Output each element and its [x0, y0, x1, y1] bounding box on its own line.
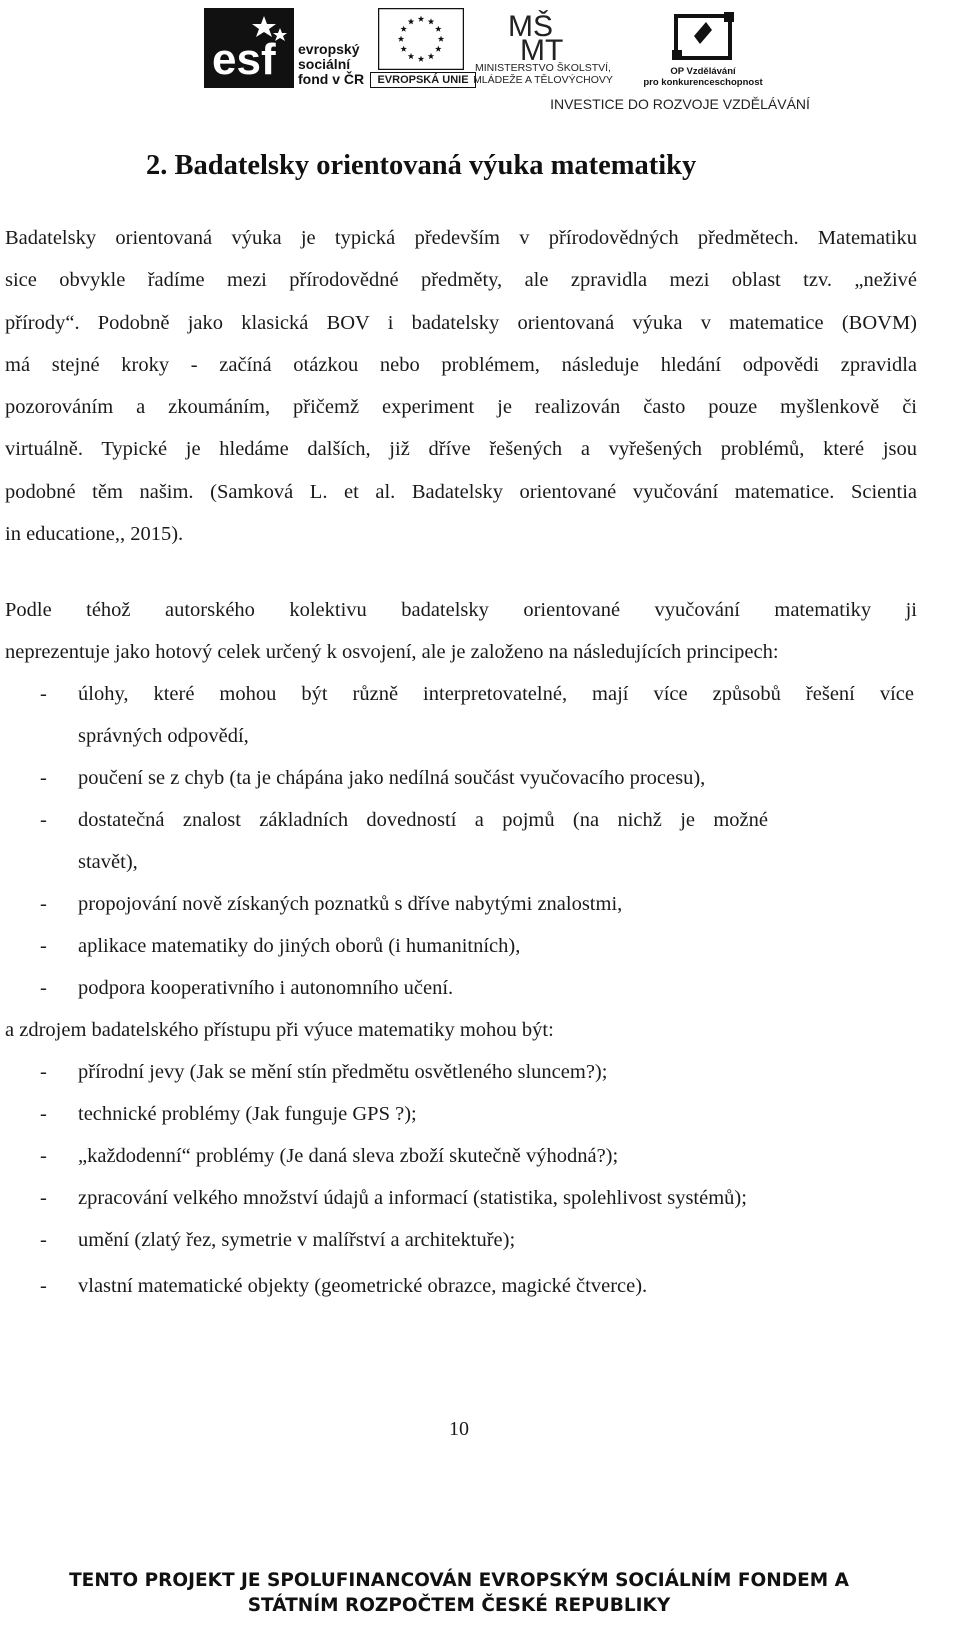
- paragraph-line: má stejné kroky - začíná otázkou nebo problémem, následuje hledání odpovědi zpravidla: [5, 353, 917, 376]
- msmt-logo: [506, 6, 582, 60]
- list-item: technické problémy (Jak funguje GPS ?);: [78, 1103, 417, 1125]
- list-item: úlohy, které mohou být různě interpretovatelné, mají více způsobů řešení více správných odpovědí,: [78, 683, 914, 748]
- list-dash: -: [40, 1229, 47, 1251]
- paragraph-line: přírody“. Podobně jako klasická BOV i badatelsky orientovaná výuka v matematice (BOVM): [5, 311, 917, 334]
- list-item: přírodní jevy (Jak se mění stín předmětu osvětleného sluncem?);: [78, 1061, 608, 1083]
- footer-funding-note: [0, 1568, 918, 1618]
- list-dash: -: [40, 893, 47, 915]
- paragraph-principles-intro: [5, 589, 917, 674]
- footer-line: STÁTNÍM ROZPOČTEM ČESKÉ REPUBLIKY: [247, 1595, 671, 1616]
- list-dash: -: [40, 1061, 47, 1083]
- header-logos: [200, 4, 810, 122]
- sources-intro: a zdrojem badatelského přístupu při výuce matematiky mohou být:: [5, 1019, 554, 1041]
- eu-flag: [378, 8, 464, 70]
- header-tagline: INVESTICE DO ROZVOJE VZDĚLÁVÁNÍ: [550, 96, 810, 112]
- list-item: umění (zlatý řez, symetrie v malířství a architektuře);: [78, 1229, 516, 1251]
- svg-text:MT: MT: [520, 34, 564, 60]
- msmt-text: MINISTERSTVO ŠKOLSTVÍ, MLÁDEŽE A TĚLOVÝCHOVY: [473, 62, 613, 86]
- list-item: vlastní matematické objekty (geometrické obrazce, magické čtverce).: [78, 1275, 648, 1297]
- paragraph-intro: [5, 217, 917, 555]
- op-text: OP Vzdělávání pro konkurenceschopnost: [643, 66, 763, 88]
- list-item: aplikace matematiky do jiných oborů (i humanitních),: [78, 935, 521, 957]
- paragraph-line: sice obvykle řadíme mezi přírodovědné předměty, ale zpravidla mezi oblast tzv. „neživé: [5, 269, 917, 292]
- esf-logo: [204, 8, 294, 88]
- list-item: zpracování velkého množství údajů a informací (statistika, spolehlivost systémů);: [78, 1187, 747, 1209]
- list-dash: -: [40, 809, 47, 831]
- list-item: dostatečná znalost základních dovedností a pojmů (na nichž je možné stavět),: [78, 809, 768, 874]
- paragraph-line: in educatione,, 2015).: [5, 523, 184, 546]
- page-title: 2. Badatelsky orientovaná výuka matematiky: [146, 150, 697, 181]
- list-item: „každodenní“ problémy (Je daná sleva zboží skutečně výhodná?);: [78, 1145, 619, 1167]
- list-item: podpora kooperativního i autonomního učení.: [78, 977, 454, 999]
- list-dash: -: [40, 935, 47, 957]
- page-number: 10: [449, 1418, 469, 1440]
- list-dash: -: [40, 977, 47, 999]
- paragraph-line: Podle téhož autorského kolektivu badatelsky orientované vyučování matematiky ji: [5, 599, 917, 621]
- list-dash: -: [40, 1103, 47, 1125]
- list-item: propojování nově získaných poznatků s dříve nabytými znalostmi,: [78, 893, 623, 915]
- list-dash: -: [40, 1275, 47, 1297]
- eu-label: EVROPSKÁ UNIE: [370, 72, 476, 88]
- paragraph-line: virtuálně. Typické je hledáme dalších, již dříve řešených a vyřešených problémů, které jsou: [5, 438, 917, 461]
- list-dash: -: [40, 1145, 47, 1167]
- paragraph-line: neprezentuje jako hotový celek určený k osvojení, ale je založeno na následujících principech:: [5, 641, 779, 664]
- svg-text:MŠ: MŠ: [508, 10, 553, 43]
- list-item: poučení se z chyb (ta je chápána jako nedílná součást vyučovacího procesu),: [78, 767, 706, 789]
- list-dash: -: [40, 767, 47, 789]
- paragraph-line: pozorováním a zkoumáním, přičemž experiment je realizován často pouze myšlenkově či: [5, 396, 917, 419]
- op-logo: [664, 6, 748, 68]
- esf-logo-text: evropský sociální fond v ČR: [298, 41, 365, 87]
- paragraph-line: Badatelsky orientovaná výuka je typická především v přírodovědných předmětech. Matematiku: [5, 227, 917, 249]
- list-dash: -: [40, 1187, 47, 1209]
- footer-line: TENTO PROJEKT JE SPOLUFINANCOVÁN EVROPSKÝM SOCIÁLNÍM FONDEM A: [69, 1570, 849, 1591]
- svg-text:esf: esf: [212, 35, 276, 84]
- list-dash: -: [40, 683, 47, 705]
- paragraph-line: podobné těm našim. (Samková L. et al. Badatelsky orientované vyučování matematice. Scientia: [5, 480, 917, 503]
